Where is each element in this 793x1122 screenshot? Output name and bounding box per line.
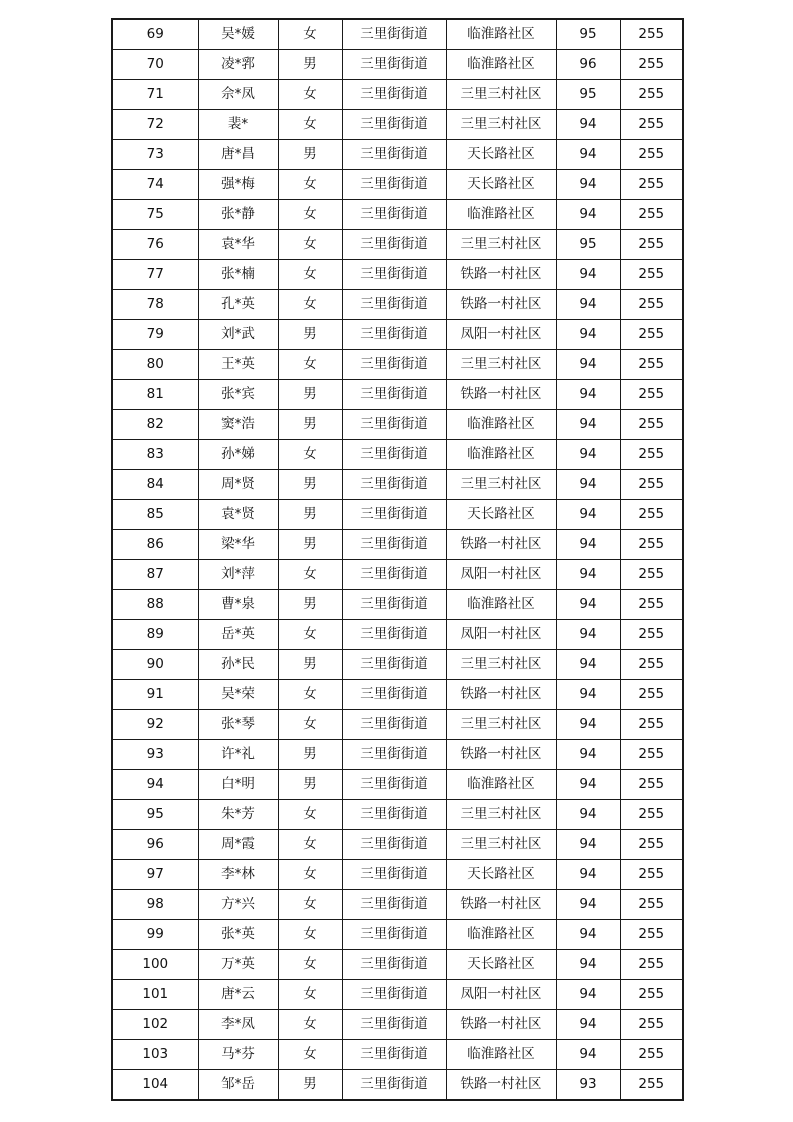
cell-amount: 255 xyxy=(620,500,683,530)
cell-amount: 255 xyxy=(620,770,683,800)
cell-subdistrict: 三里街街道 xyxy=(342,19,446,50)
cell-gender: 男 xyxy=(278,470,342,500)
cell-name: 方*兴 xyxy=(198,890,278,920)
cell-score: 94 xyxy=(556,410,620,440)
cell-name: 张*琴 xyxy=(198,710,278,740)
cell-community: 铁路一村社区 xyxy=(446,680,556,710)
cell-name: 张*楠 xyxy=(198,260,278,290)
cell-subdistrict: 三里街街道 xyxy=(342,140,446,170)
cell-subdistrict: 三里街街道 xyxy=(342,320,446,350)
cell-community: 三里三村社区 xyxy=(446,230,556,260)
cell-name: 吴*荣 xyxy=(198,680,278,710)
cell-gender: 女 xyxy=(278,110,342,140)
cell-amount: 255 xyxy=(620,710,683,740)
table-row xyxy=(112,140,683,170)
table-row xyxy=(112,770,683,800)
cell-subdistrict: 三里街街道 xyxy=(342,50,446,80)
cell-gender: 女 xyxy=(278,830,342,860)
table-row xyxy=(112,860,683,890)
cell-score: 94 xyxy=(556,140,620,170)
cell-score: 94 xyxy=(556,380,620,410)
cell-score: 94 xyxy=(556,920,620,950)
cell-name: 袁*贤 xyxy=(198,500,278,530)
cell-name: 张*英 xyxy=(198,920,278,950)
cell-subdistrict: 三里街街道 xyxy=(342,950,446,980)
table-row xyxy=(112,110,683,140)
cell-score: 94 xyxy=(556,770,620,800)
cell-score: 94 xyxy=(556,1010,620,1040)
cell-score: 95 xyxy=(556,19,620,50)
cell-seq: 87 xyxy=(112,560,198,590)
cell-gender: 女 xyxy=(278,950,342,980)
cell-score: 94 xyxy=(556,320,620,350)
table-row xyxy=(112,950,683,980)
table-row xyxy=(112,530,683,560)
cell-subdistrict: 三里街街道 xyxy=(342,980,446,1010)
cell-subdistrict: 三里街街道 xyxy=(342,1040,446,1070)
cell-gender: 女 xyxy=(278,80,342,110)
cell-subdistrict: 三里街街道 xyxy=(342,650,446,680)
cell-community: 铁路一村社区 xyxy=(446,260,556,290)
cell-gender: 男 xyxy=(278,650,342,680)
cell-gender: 男 xyxy=(278,590,342,620)
cell-score: 94 xyxy=(556,980,620,1010)
cell-community: 铁路一村社区 xyxy=(446,890,556,920)
cell-gender: 男 xyxy=(278,50,342,80)
cell-seq: 77 xyxy=(112,260,198,290)
cell-subdistrict: 三里街街道 xyxy=(342,380,446,410)
cell-name: 白*明 xyxy=(198,770,278,800)
cell-amount: 255 xyxy=(620,110,683,140)
cell-score: 94 xyxy=(556,860,620,890)
cell-name: 许*礼 xyxy=(198,740,278,770)
cell-community: 铁路一村社区 xyxy=(446,530,556,560)
cell-gender: 女 xyxy=(278,800,342,830)
cell-community: 天长路社区 xyxy=(446,140,556,170)
table-row xyxy=(112,680,683,710)
cell-name: 张*静 xyxy=(198,200,278,230)
cell-subdistrict: 三里街街道 xyxy=(342,590,446,620)
cell-gender: 男 xyxy=(278,1070,342,1101)
cell-score: 94 xyxy=(556,560,620,590)
cell-gender: 男 xyxy=(278,530,342,560)
cell-amount: 255 xyxy=(620,380,683,410)
cell-seq: 74 xyxy=(112,170,198,200)
table-row xyxy=(112,1010,683,1040)
cell-gender: 女 xyxy=(278,440,342,470)
cell-score: 94 xyxy=(556,830,620,860)
cell-name: 岳*英 xyxy=(198,620,278,650)
table-row xyxy=(112,260,683,290)
cell-name: 唐*昌 xyxy=(198,140,278,170)
cell-gender: 男 xyxy=(278,770,342,800)
cell-score: 94 xyxy=(556,590,620,620)
cell-amount: 255 xyxy=(620,350,683,380)
cell-subdistrict: 三里街街道 xyxy=(342,170,446,200)
cell-amount: 255 xyxy=(620,1010,683,1040)
cell-score: 94 xyxy=(556,470,620,500)
cell-score: 94 xyxy=(556,530,620,560)
cell-amount: 255 xyxy=(620,530,683,560)
cell-gender: 女 xyxy=(278,260,342,290)
cell-subdistrict: 三里街街道 xyxy=(342,560,446,590)
cell-score: 94 xyxy=(556,350,620,380)
cell-gender: 女 xyxy=(278,19,342,50)
cell-community: 天长路社区 xyxy=(446,500,556,530)
cell-community: 凤阳一村社区 xyxy=(446,320,556,350)
cell-gender: 女 xyxy=(278,710,342,740)
cell-subdistrict: 三里街街道 xyxy=(342,410,446,440)
cell-score: 94 xyxy=(556,650,620,680)
cell-subdistrict: 三里街街道 xyxy=(342,110,446,140)
cell-gender: 女 xyxy=(278,980,342,1010)
cell-name: 凌*郛 xyxy=(198,50,278,80)
cell-community: 铁路一村社区 xyxy=(446,740,556,770)
cell-seq: 75 xyxy=(112,200,198,230)
cell-name: 王*英 xyxy=(198,350,278,380)
table-row xyxy=(112,380,683,410)
cell-community: 临淮路社区 xyxy=(446,440,556,470)
cell-community: 三里三村社区 xyxy=(446,470,556,500)
cell-community: 铁路一村社区 xyxy=(446,1070,556,1101)
cell-seq: 86 xyxy=(112,530,198,560)
cell-name: 梁*华 xyxy=(198,530,278,560)
cell-gender: 男 xyxy=(278,320,342,350)
table-row xyxy=(112,350,683,380)
cell-subdistrict: 三里街街道 xyxy=(342,680,446,710)
cell-amount: 255 xyxy=(620,470,683,500)
cell-amount: 255 xyxy=(620,920,683,950)
cell-seq: 71 xyxy=(112,80,198,110)
cell-name: 裴* xyxy=(198,110,278,140)
table-row xyxy=(112,19,683,50)
cell-score: 94 xyxy=(556,260,620,290)
cell-score: 94 xyxy=(556,890,620,920)
cell-amount: 255 xyxy=(620,50,683,80)
cell-community: 临淮路社区 xyxy=(446,920,556,950)
table-row xyxy=(112,830,683,860)
cell-amount: 255 xyxy=(620,800,683,830)
table-row xyxy=(112,170,683,200)
cell-gender: 女 xyxy=(278,1010,342,1040)
cell-seq: 95 xyxy=(112,800,198,830)
table-body xyxy=(112,19,683,1100)
cell-name: 万*英 xyxy=(198,950,278,980)
cell-score: 93 xyxy=(556,1070,620,1101)
cell-amount: 255 xyxy=(620,980,683,1010)
cell-amount: 255 xyxy=(620,620,683,650)
cell-seq: 101 xyxy=(112,980,198,1010)
cell-community: 三里三村社区 xyxy=(446,350,556,380)
cell-seq: 78 xyxy=(112,290,198,320)
cell-community: 三里三村社区 xyxy=(446,110,556,140)
cell-seq: 94 xyxy=(112,770,198,800)
cell-name: 周*贤 xyxy=(198,470,278,500)
table-row xyxy=(112,650,683,680)
cell-seq: 69 xyxy=(112,19,198,50)
cell-community: 铁路一村社区 xyxy=(446,290,556,320)
table-row xyxy=(112,290,683,320)
cell-community: 三里三村社区 xyxy=(446,830,556,860)
cell-score: 94 xyxy=(556,440,620,470)
cell-community: 铁路一村社区 xyxy=(446,1010,556,1040)
cell-name: 刘*萍 xyxy=(198,560,278,590)
cell-gender: 女 xyxy=(278,680,342,710)
cell-amount: 255 xyxy=(620,740,683,770)
cell-score: 94 xyxy=(556,950,620,980)
cell-subdistrict: 三里街街道 xyxy=(342,530,446,560)
cell-score: 94 xyxy=(556,290,620,320)
cell-amount: 255 xyxy=(620,170,683,200)
table-row xyxy=(112,890,683,920)
cell-subdistrict: 三里街街道 xyxy=(342,620,446,650)
cell-name: 孔*英 xyxy=(198,290,278,320)
cell-name: 唐*云 xyxy=(198,980,278,1010)
cell-gender: 女 xyxy=(278,620,342,650)
cell-score: 94 xyxy=(556,800,620,830)
cell-community: 三里三村社区 xyxy=(446,710,556,740)
cell-seq: 72 xyxy=(112,110,198,140)
cell-name: 李*凤 xyxy=(198,1010,278,1040)
cell-amount: 255 xyxy=(620,440,683,470)
cell-amount: 255 xyxy=(620,80,683,110)
cell-seq: 84 xyxy=(112,470,198,500)
table-row xyxy=(112,560,683,590)
cell-community: 临淮路社区 xyxy=(446,770,556,800)
cell-score: 94 xyxy=(556,710,620,740)
cell-amount: 255 xyxy=(620,830,683,860)
cell-amount: 255 xyxy=(620,1070,683,1101)
cell-name: 佘*凤 xyxy=(198,80,278,110)
table-row xyxy=(112,50,683,80)
cell-subdistrict: 三里街街道 xyxy=(342,470,446,500)
cell-gender: 女 xyxy=(278,1040,342,1070)
cell-community: 天长路社区 xyxy=(446,950,556,980)
cell-seq: 80 xyxy=(112,350,198,380)
cell-community: 天长路社区 xyxy=(446,860,556,890)
cell-seq: 97 xyxy=(112,860,198,890)
cell-amount: 255 xyxy=(620,200,683,230)
cell-gender: 女 xyxy=(278,860,342,890)
cell-seq: 70 xyxy=(112,50,198,80)
cell-community: 三里三村社区 xyxy=(446,650,556,680)
cell-score: 96 xyxy=(556,50,620,80)
cell-name: 李*林 xyxy=(198,860,278,890)
cell-subdistrict: 三里街街道 xyxy=(342,800,446,830)
cell-community: 铁路一村社区 xyxy=(446,380,556,410)
cell-seq: 102 xyxy=(112,1010,198,1040)
cell-name: 张*宾 xyxy=(198,380,278,410)
table-row xyxy=(112,470,683,500)
cell-subdistrict: 三里街街道 xyxy=(342,500,446,530)
cell-amount: 255 xyxy=(620,140,683,170)
cell-community: 临淮路社区 xyxy=(446,590,556,620)
table-row xyxy=(112,410,683,440)
cell-score: 94 xyxy=(556,500,620,530)
cell-score: 95 xyxy=(556,80,620,110)
cell-gender: 女 xyxy=(278,920,342,950)
cell-subdistrict: 三里街街道 xyxy=(342,440,446,470)
cell-name: 孙*民 xyxy=(198,650,278,680)
cell-name: 刘*武 xyxy=(198,320,278,350)
cell-community: 凤阳一村社区 xyxy=(446,980,556,1010)
cell-gender: 女 xyxy=(278,200,342,230)
cell-community: 三里三村社区 xyxy=(446,800,556,830)
cell-score: 94 xyxy=(556,680,620,710)
cell-seq: 93 xyxy=(112,740,198,770)
cell-name: 周*霞 xyxy=(198,830,278,860)
cell-score: 94 xyxy=(556,200,620,230)
table-row xyxy=(112,590,683,620)
cell-gender: 女 xyxy=(278,290,342,320)
cell-community: 临淮路社区 xyxy=(446,50,556,80)
cell-amount: 255 xyxy=(620,19,683,50)
cell-subdistrict: 三里街街道 xyxy=(342,1010,446,1040)
cell-seq: 79 xyxy=(112,320,198,350)
cell-amount: 255 xyxy=(620,590,683,620)
cell-seq: 100 xyxy=(112,950,198,980)
cell-gender: 女 xyxy=(278,170,342,200)
cell-subdistrict: 三里街街道 xyxy=(342,890,446,920)
roster-table xyxy=(111,18,684,1101)
cell-seq: 98 xyxy=(112,890,198,920)
cell-subdistrict: 三里街街道 xyxy=(342,200,446,230)
cell-seq: 96 xyxy=(112,830,198,860)
cell-name: 窦*浩 xyxy=(198,410,278,440)
cell-name: 袁*华 xyxy=(198,230,278,260)
cell-seq: 85 xyxy=(112,500,198,530)
cell-community: 三里三村社区 xyxy=(446,80,556,110)
cell-community: 临淮路社区 xyxy=(446,19,556,50)
table-row xyxy=(112,200,683,230)
cell-gender: 女 xyxy=(278,890,342,920)
cell-seq: 103 xyxy=(112,1040,198,1070)
cell-gender: 女 xyxy=(278,560,342,590)
cell-name: 孙*娣 xyxy=(198,440,278,470)
cell-community: 临淮路社区 xyxy=(446,200,556,230)
cell-gender: 男 xyxy=(278,410,342,440)
cell-community: 凤阳一村社区 xyxy=(446,620,556,650)
table-row xyxy=(112,710,683,740)
cell-seq: 73 xyxy=(112,140,198,170)
cell-amount: 255 xyxy=(620,680,683,710)
cell-seq: 83 xyxy=(112,440,198,470)
cell-subdistrict: 三里街街道 xyxy=(342,830,446,860)
cell-name: 强*梅 xyxy=(198,170,278,200)
cell-seq: 91 xyxy=(112,680,198,710)
cell-name: 马*芬 xyxy=(198,1040,278,1070)
cell-gender: 女 xyxy=(278,350,342,380)
cell-community: 凤阳一村社区 xyxy=(446,560,556,590)
cell-subdistrict: 三里街街道 xyxy=(342,80,446,110)
cell-name: 吴*媛 xyxy=(198,19,278,50)
cell-subdistrict: 三里街街道 xyxy=(342,290,446,320)
cell-subdistrict: 三里街街道 xyxy=(342,350,446,380)
cell-score: 94 xyxy=(556,170,620,200)
cell-amount: 255 xyxy=(620,1040,683,1070)
cell-subdistrict: 三里街街道 xyxy=(342,230,446,260)
cell-score: 94 xyxy=(556,110,620,140)
cell-name: 朱*芳 xyxy=(198,800,278,830)
cell-seq: 88 xyxy=(112,590,198,620)
cell-subdistrict: 三里街街道 xyxy=(342,1070,446,1101)
cell-seq: 92 xyxy=(112,710,198,740)
table-row xyxy=(112,1070,683,1101)
cell-seq: 82 xyxy=(112,410,198,440)
table-row xyxy=(112,800,683,830)
table-row xyxy=(112,920,683,950)
cell-amount: 255 xyxy=(620,410,683,440)
cell-name: 曹*泉 xyxy=(198,590,278,620)
cell-score: 95 xyxy=(556,230,620,260)
table-row xyxy=(112,1040,683,1070)
table-row xyxy=(112,230,683,260)
table-row xyxy=(112,500,683,530)
cell-name: 邹*岳 xyxy=(198,1070,278,1101)
cell-subdistrict: 三里街街道 xyxy=(342,260,446,290)
cell-seq: 81 xyxy=(112,380,198,410)
cell-gender: 女 xyxy=(278,230,342,260)
cell-community: 临淮路社区 xyxy=(446,1040,556,1070)
cell-subdistrict: 三里街街道 xyxy=(342,770,446,800)
cell-amount: 255 xyxy=(620,650,683,680)
cell-community: 天长路社区 xyxy=(446,170,556,200)
cell-subdistrict: 三里街街道 xyxy=(342,740,446,770)
cell-score: 94 xyxy=(556,620,620,650)
cell-amount: 255 xyxy=(620,320,683,350)
cell-gender: 男 xyxy=(278,740,342,770)
cell-community: 临淮路社区 xyxy=(446,410,556,440)
cell-subdistrict: 三里街街道 xyxy=(342,860,446,890)
cell-gender: 男 xyxy=(278,380,342,410)
cell-seq: 104 xyxy=(112,1070,198,1101)
cell-amount: 255 xyxy=(620,230,683,260)
table-row xyxy=(112,440,683,470)
cell-amount: 255 xyxy=(620,290,683,320)
cell-amount: 255 xyxy=(620,950,683,980)
cell-seq: 76 xyxy=(112,230,198,260)
cell-subdistrict: 三里街街道 xyxy=(342,920,446,950)
cell-score: 94 xyxy=(556,740,620,770)
cell-seq: 90 xyxy=(112,650,198,680)
table-row xyxy=(112,80,683,110)
cell-score: 94 xyxy=(556,1040,620,1070)
table-row xyxy=(112,620,683,650)
cell-subdistrict: 三里街街道 xyxy=(342,710,446,740)
table-row xyxy=(112,740,683,770)
cell-amount: 255 xyxy=(620,560,683,590)
cell-seq: 99 xyxy=(112,920,198,950)
cell-amount: 255 xyxy=(620,260,683,290)
table-row xyxy=(112,320,683,350)
cell-gender: 男 xyxy=(278,140,342,170)
table-row xyxy=(112,980,683,1010)
cell-seq: 89 xyxy=(112,620,198,650)
cell-amount: 255 xyxy=(620,860,683,890)
cell-gender: 男 xyxy=(278,500,342,530)
cell-amount: 255 xyxy=(620,890,683,920)
